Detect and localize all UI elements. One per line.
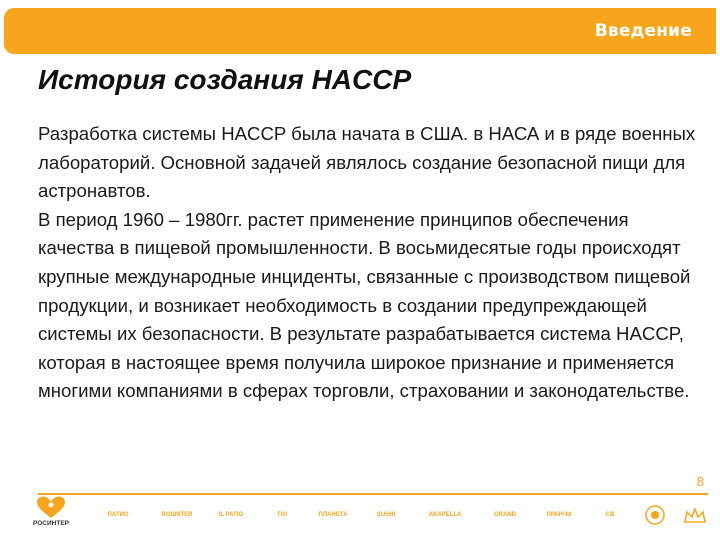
partner-logo-3: [208, 502, 254, 528]
page-number: 8: [696, 474, 704, 489]
rosinter-logo-text: РОСИНТЕР: [32, 520, 69, 527]
partner-logo-label: AKAPELLA: [428, 512, 462, 518]
partner-logo-label: ПЛАНЕТА: [318, 512, 348, 518]
crown-icon: [683, 506, 707, 524]
slide-title: История создания HACCP: [38, 64, 412, 95]
partner-logo-label: ROSINTER: [161, 512, 193, 518]
partner-logo-2: [154, 502, 200, 528]
partner-logo-6: [364, 502, 408, 528]
footer-logos: [22, 496, 712, 536]
partner-logo-10: [590, 502, 630, 528]
partner-logo-8: [482, 502, 528, 528]
partner-logo-9: [536, 502, 582, 528]
partner-logo-1: [90, 502, 146, 528]
partner-logo-5: [310, 502, 356, 528]
partner-logo-11: [638, 502, 672, 528]
partner-logo-label: ПРАНЧИ: [546, 512, 572, 518]
partner-logo-label: SUSHI: [376, 512, 396, 518]
section-title: Введение: [594, 21, 692, 41]
header-bar: [4, 8, 716, 54]
footer-divider: [38, 493, 708, 495]
partner-logo-4: [262, 502, 302, 528]
partner-logo-label: IL PATIO: [218, 512, 244, 518]
partner-logo-label: TGI: [277, 512, 287, 518]
partner-logo-12: [678, 502, 712, 528]
emblem-icon: [644, 504, 666, 526]
rosinter-logo: [22, 496, 80, 536]
body-text: [38, 120, 698, 406]
partner-logo-7: [416, 502, 474, 528]
paragraph-2: В период 1960 – 1980гг. растет применение принципов обеспечения качества в пищевой промышленности. В восьмидесятые годы происходят крупные международные инциденты, связанные с производством пищевой продукции, и возникает необходимость в создании предупреждающей системы их безопасности. В результате разрабатывается система HACCP, которая в настоящее время получила широкое признание и применяется многими компаниями в сферах торговли, страховании и законодательстве.: [38, 208, 691, 402]
paragraph-1: Разработка системы HACCP была начата в США. в НАСА и в ряде военных лабораторий. Основной задачей являлось создание безопасной пищи для астронавтов.: [38, 123, 696, 202]
partner-logo-label: СВ: [605, 512, 615, 518]
heart-icon: [22, 496, 80, 520]
partner-logo-label: GRAND: [494, 512, 516, 518]
partner-logo-label: ПАТИО: [107, 512, 129, 518]
